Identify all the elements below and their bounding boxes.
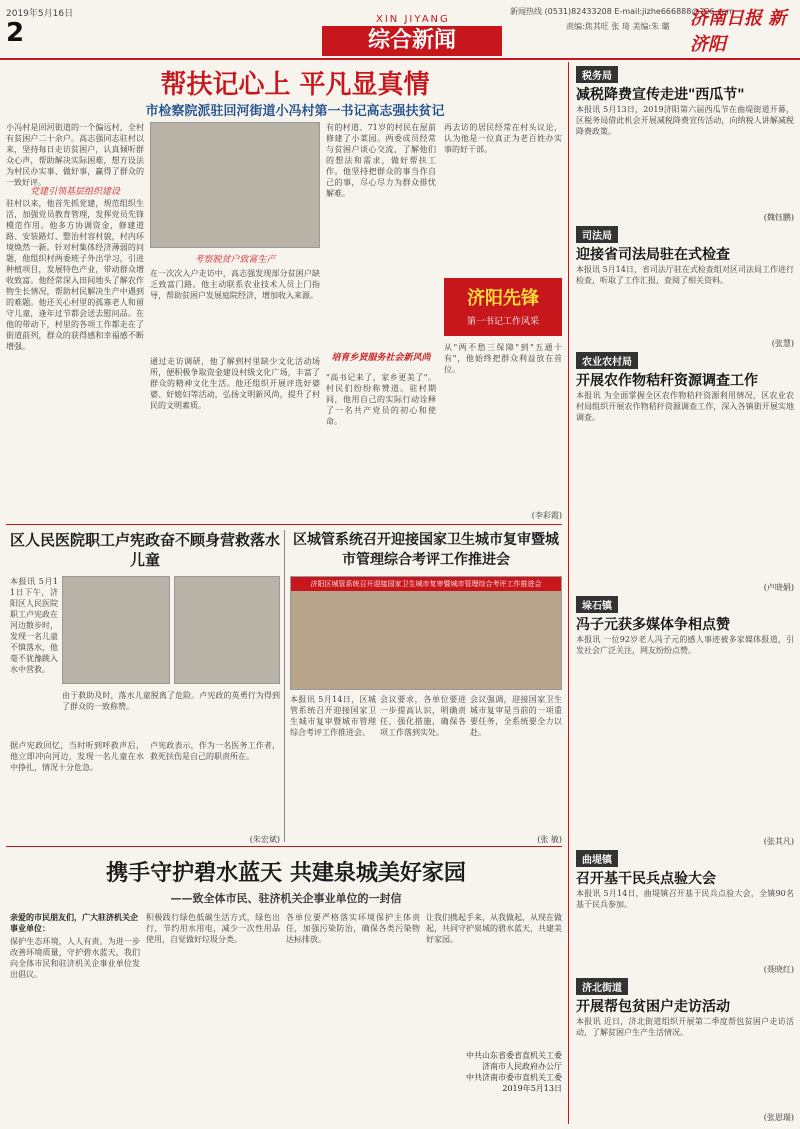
city-body-col2: 会议要求，各单位要进一步提高认识，明确责任，强化措施，确保各项工作落到实处。 [380,695,466,737]
yangfu-byline: (张其凡) [763,837,794,846]
yangfu-body: 本报讯 一位92岁老人冯子元的感人事迹被多家媒体报道，引发社会广泛关注，网友纷纷点赞。 [576,635,794,655]
tax-byline: (魏钰鹏) [763,213,794,222]
judicial-byline: (张慧) [771,339,794,348]
city-headline: 区城管系统召开迎接国家卫生城市复审暨城市管理综合考评工作推进会 [293,532,559,568]
hospital-headline: 区人民医院职工卢宪政奋不顾身营救落水儿童 [10,531,281,569]
editors-credit: 责编:焦其旺 张 琦 美编:朱 璐 [566,22,670,31]
jibei-headline: 开展帮包贫困户走访活动 [576,999,730,1015]
judicial-headline: 迎接省司法局驻在式检查 [576,247,730,263]
lead-photo-1 [150,122,320,248]
jibei-byline: (张恩瑞) [763,1113,794,1122]
bottom-divider [6,846,562,847]
sidebar-divider [568,62,569,1124]
bottom-body-col4: 让我们携起手来，从我做起，从现在做起，共同守护泉城的碧水蓝天，共建美好家园。 [426,913,562,944]
lead-divider [6,524,562,525]
promo-box [444,278,562,336]
city-photo-banner: 济阳区城管系统召开迎接国家卫生城市复审暨城市管理综合考评工作推进会 [291,577,561,591]
lead-body-col4a: 再去访的居民经常在村头议论，认为他是一位真正为老百姓办实事的好干部。 [444,123,562,154]
hospital-photo-2 [174,576,280,684]
qucheng-headline: 召开基干民兵点验大会 [576,871,716,887]
lead-caption-1: 党建引领基层组织建设 [29,187,120,197]
signature-line-1: 中共山东省委省直机关工委 [466,1051,562,1060]
contact-info: 新闻热线 (0531)82433208 E-mail:jizhe666888@126.com [510,7,735,16]
tax-body: 本报讯 5月13日，2019济阳第六届西瓜节在曲堤街道开幕，区税务局借此机会开展减税降费宣传活动，向纳税人讲解减税降费政策。 [576,105,794,136]
signature-line-3: 中共济南市委市直机关工委 [466,1073,562,1082]
hospital-photo-1 [62,576,170,684]
bottom-body-col1: 保护生态环境，人人有责。为进一步改善环境质量，守护碧水蓝天，我们向全体市民和驻济机关企事业单位发出倡议。 [10,937,140,979]
qucheng-body: 本报讯 5月14日，曲堤镇召开基干民兵点验大会，全镇90名基干民兵参加。 [576,889,794,909]
lead-caption-2: 考察脱贫户致富生产 [194,255,276,265]
divider-hospital-city [284,530,285,842]
yangfu-headline: 冯子元获多媒体争相点赞 [576,617,730,633]
bottom-salutation: 亲爱的市民朋友们，广大驻济机关企事业单位： [10,912,138,933]
lead-byline: (李彩霞) [531,511,562,520]
bottom-signatures [426,1050,562,1094]
city-byline: (张 敏) [537,835,562,844]
lead-body-col1a: 小冯村是回河街道的一个偏远村，全村有贫困户二十余户。高志强同志驻村以来，坚持每日走访贫困户，认真倾听群众心声，帮助解决实际困难，想方设法为村民办实事、做好事，赢得了群众的一致好评。 [6,123,144,187]
hospital-body-col1: 本报讯 5月11日下午，济阳区人民医院职工卢宪政在河边散步时，发现一名儿童不慎落水，他毫不犹豫跳入水中营救。 [10,577,58,674]
promo-title: 济阳先锋 [467,288,539,309]
city-photo [290,576,562,690]
tax-headline: 减税降费宣传走进"西瓜节" [576,87,745,103]
hospital-body-mid: 由于救助及时，落水儿童脱离了危险。卢宪政的英勇行为得到了群众的一致称赞。 [62,691,280,711]
section-pinyin: XIN JIYANG [376,14,450,25]
lead-headline: 帮扶记心上 平凡显真情 [160,70,430,100]
lead-body-col2b: 通过走访调研，他了解到村里缺少文化活动场所，便积极争取资金建设村级文化广场，丰富了群众的精神文化生活。他还组织开展评选好婆婆、好媳妇等活动，弘扬文明新风尚，提升了村民的文明素质。 [150,357,320,410]
hospital-body-col3: 卢宪政表示，作为一名医务工作者，救死扶伤是自己的职责所在。 [150,741,280,761]
hospital-body-col2: 据卢宪政回忆，当时听到呼救声后，他立即冲向河边，发现一名儿童在水中挣扎，情况十分危急。 [10,741,144,772]
tag-agriculture: 农业农村局 [576,352,638,369]
lead-body-col1b: 驻村以来，他首先抓党建，规范组织生活，加强党员教育管理，发挥党员先锋模范作用。他多方协调资金，修建道路、安装路灯、整治村容村貌，村内环境焕然一新。针对村集体经济薄弱的问题，他组织村两委班子外出学习，引进种植项目，发展特色产业，带动群众增收致富。他经常深入田间地头了解农作物生长情况，帮助村民解决生产中遇到的难题。他还关心村里的孤寡老人和留守儿童，逢年过节都会送去慰问品。在他的带动下，村里的各项工作都走在了街道前列，群众的获得感和幸福感不断增强。 [6,199,144,351]
agriculture-body: 本报讯 为全面掌握全区农作物秸秆资源利用情况，区农业农村局组织开展农作物秸秆资源调查工作，深入各镇街开展实地调查。 [576,391,794,422]
lead-inline-subtitle: 培育乡贤服务社会新风尚 [331,353,431,363]
agriculture-byline: (卢晓娟) [763,583,794,592]
city-body-col3: 会议强调，迎接国家卫生城市复审是当前的一项重要任务，全系统要全力以赴。 [470,695,562,737]
jibei-body: 本报讯 近日，济北街道组织开展第二季度帮包贫困户走访活动，了解贫困户生产生活情况。 [576,1017,794,1037]
lead-body-col2a: 在一次次入户走访中，高志强发现部分贫困户缺乏致富门路。他主动联系农业技术人员上门指导，帮助贫困户发展庭院经济，增加收入来源。 [150,269,320,300]
tag-qucheng: 曲堤镇 [576,850,618,867]
bottom-body-col3: 各单位要严格落实环境保护主体责任，加强污染防治，确保各类污染物达标排放。 [286,913,420,944]
city-body-col1: 本报讯 5月14日，区城管系统召开迎接国家卫生城市复审暨城市管理综合考评工作推进会。 [290,695,376,737]
masthead-rule [0,58,800,60]
section-title: 综合新闻 [322,26,502,56]
signature-line-2: 济南市人民政府办公厅 [482,1062,562,1071]
bottom-subhead: ——致全体市民、驻济机关企事业单位的一封信 [170,892,402,905]
letter-date: 2019年5月13日 [502,1084,562,1093]
lead-body-col3b: "高书记来了，家乡更美了"。村民们纷纷称赞道。驻村期间，他用自己的实际行动诠释了一名共产党员的初心和使命。 [326,373,436,426]
lead-subhead: 市检察院派驻回河街道小冯村第一书记高志强扶贫记 [145,104,445,119]
tag-judicial: 司法局 [576,226,618,243]
promo-subtitle: 第一书记工作风采 [466,317,539,327]
tag-tax: 税务局 [576,66,618,83]
lead-body-col3a: 有的村道、71岁的村民在屋前修建了小菜园。两委成员经常与贫困户谈心交流，了解他们的想法和需求，做好帮扶工作。他坚持把群众的事当作自己的事，尽心尽力为群众排忧解难。 [326,123,436,198]
hospital-byline: (朱宏斌) [249,835,280,844]
tag-yangfu: 垛石镇 [576,596,618,613]
judicial-body: 本报讯 5月14日，省司法厅驻在式检查组对区司法局工作进行检查，听取了工作汇报，查阅了相关资料。 [576,265,794,285]
bottom-headline: 携手守护碧水蓝天 共建泉城美好家园 [106,861,466,886]
qucheng-byline: (聂晓红) [763,965,794,974]
tag-jibei: 济北街道 [576,978,628,995]
lead-body-col4b: 从"两不愁三保障"到"五通十有"，他始终把群众利益放在首位。 [444,343,562,374]
edition-date: 2019年5月16日 [6,9,74,19]
bottom-body-col2: 积极践行绿色低碳生活方式，绿色出行，节约用水用电，减少一次性用品使用，自觉做好垃圾分类。 [146,913,280,944]
page-number: 2 [6,18,25,48]
agriculture-headline: 开展农作物秸秆资源调查工作 [576,373,758,389]
newspaper-logo: 济南日报 新济阳 [690,8,787,55]
